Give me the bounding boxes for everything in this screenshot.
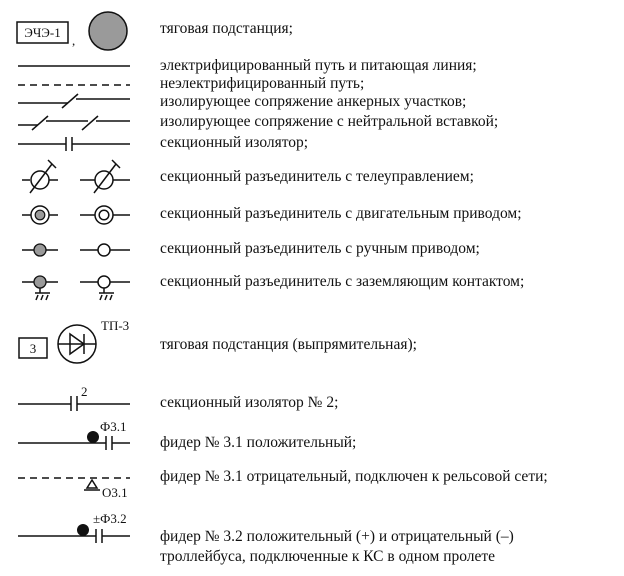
- feeder-31-neg-tag: О3.1: [102, 485, 128, 500]
- insulator-2-symbol: [18, 384, 130, 411]
- substation-symbol: [17, 12, 127, 50]
- insulator-2-tag: 2: [81, 384, 88, 399]
- feeder-32-tag: ±Ф3.2: [93, 511, 127, 526]
- neutral-overlap-symbol: [18, 116, 130, 130]
- disconnector-motor-desc: секционный разъединитель с двигательным приводом;: [160, 205, 522, 222]
- insulator-2-desc: секционный изолятор № 2;: [160, 394, 339, 411]
- feeder-31-pos-desc: фидер № 3.1 положительный;: [160, 434, 357, 451]
- section-insulator-symbol: [18, 137, 130, 151]
- feeder-31-pos-tag: Ф3.1: [100, 419, 127, 434]
- non-electrified-desc: неэлектрифицированный путь;: [160, 75, 365, 92]
- substation-separator: ,: [72, 33, 76, 48]
- disconnector-motor-symbols: [22, 206, 130, 224]
- rectifier-box-label: 3: [29, 341, 37, 356]
- disconnector-manual-symbols: [22, 244, 130, 256]
- feeder-32-desc-line2: троллейбуса, подключенные к КС в одном пролете: [160, 548, 496, 565]
- electrified-desc: электрифицированный путь и питающая линия;: [160, 57, 477, 74]
- disconnector-remote-symbols: [22, 160, 130, 193]
- substation-desc: тяговая подстанция;: [160, 20, 293, 37]
- neutral-overlap-desc: изолирующее сопряжение с нейтральной вставкой;: [160, 113, 499, 130]
- disconnector-remote-desc: секционный разъединитель с телеуправлением;: [160, 168, 474, 185]
- feeder-31-neg-symbol: [18, 478, 130, 500]
- anchor-overlap-desc: изолирующее сопряжение анкерных участков;: [160, 93, 467, 110]
- feeder-32-desc-line1: фидер № 3.2 положительный (+) и отрицательный (–): [160, 528, 514, 545]
- disconnector-manual-desc: секционный разъединитель с ручным приводом;: [160, 240, 480, 257]
- disconnector-ground-desc: секционный разъединитель с заземляющим контактом;: [160, 273, 525, 290]
- rectifier-substation-desc: тяговая подстанция (выпрямительная);: [160, 336, 417, 353]
- substation-box-label: ЭЧЭ-1: [24, 25, 61, 40]
- rectifier-substation-symbol: [19, 318, 129, 363]
- anchor-overlap-symbol: [18, 94, 130, 108]
- feeder-31-pos-symbol: [18, 419, 130, 450]
- section-insulator-desc: секционный изолятор;: [160, 134, 309, 151]
- disconnector-ground-symbols: [22, 276, 130, 300]
- substation-circle: [89, 12, 127, 50]
- feeder-32-symbol: [18, 511, 130, 543]
- feeder-31-neg-desc: фидер № 3.1 отрицательный, подключен к рельсовой сети;: [160, 468, 548, 485]
- rectifier-tag: ТП-3: [101, 318, 130, 333]
